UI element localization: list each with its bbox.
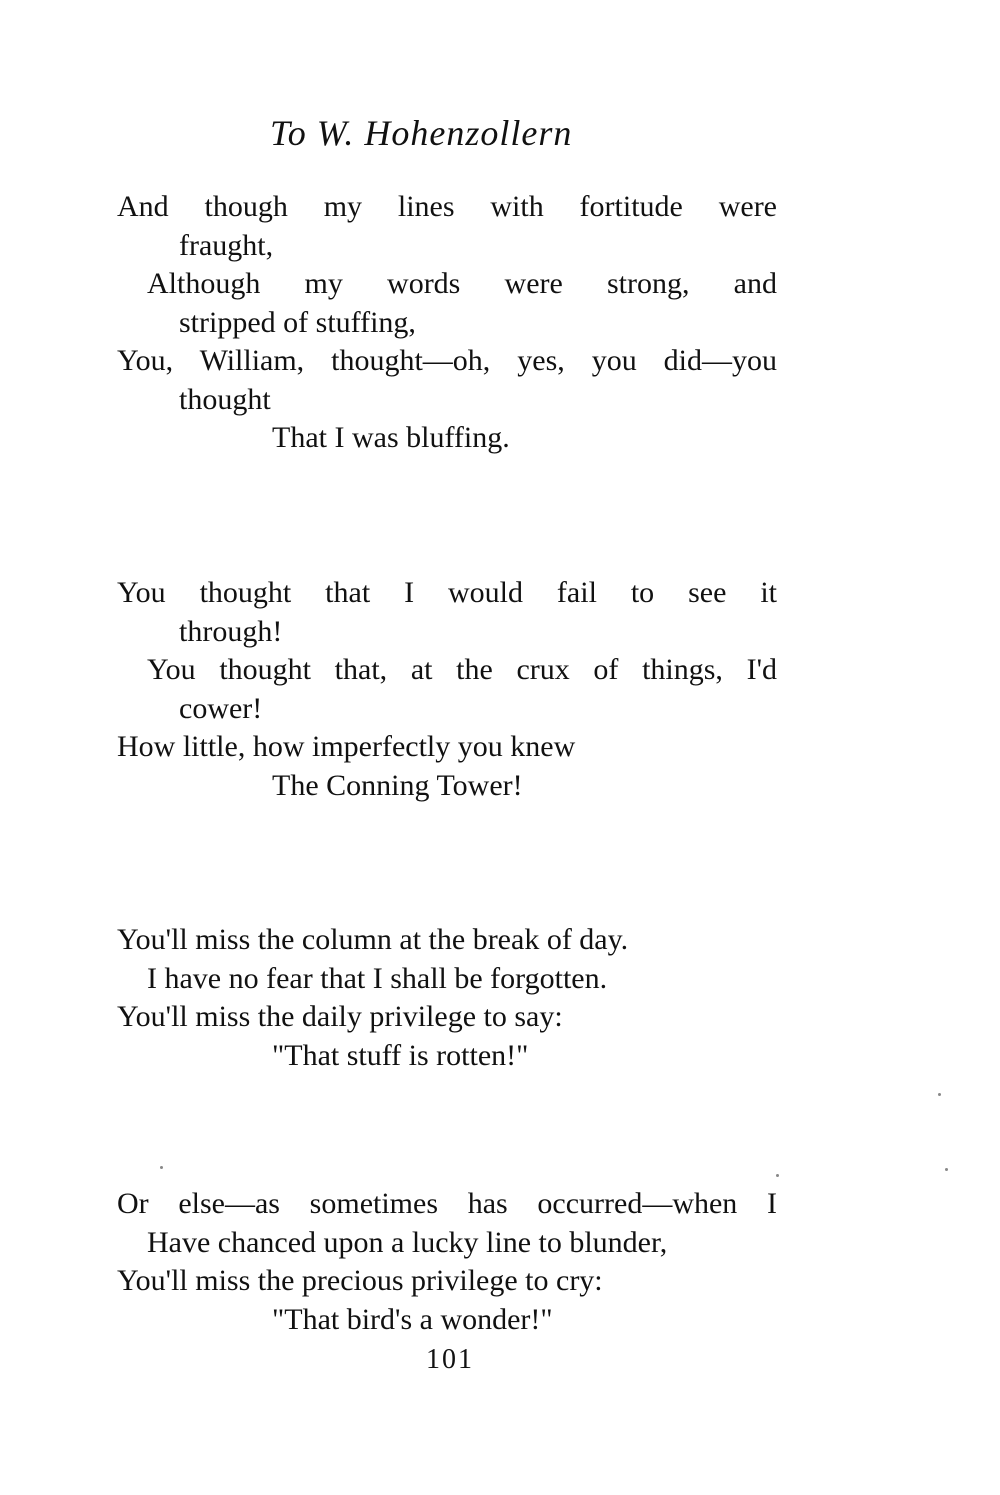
stanza-2 bbox=[117, 574, 777, 805]
poem-line: I have no fear that I shall be forgotten. bbox=[147, 961, 608, 995]
poem-line: How little, how imperfectly you knew bbox=[117, 730, 576, 763]
poem-line: That I was bluffing. bbox=[272, 421, 510, 454]
poem-line: "That stuff is rotten!" bbox=[272, 1038, 529, 1072]
poem-line: You'll miss the precious privilege to cry: bbox=[117, 1264, 603, 1297]
scan-speck bbox=[945, 1168, 948, 1171]
poem-line: through! bbox=[179, 614, 283, 648]
poem-line: "That bird's a wonder!" bbox=[272, 1302, 553, 1336]
scan-speck bbox=[938, 1093, 941, 1096]
scan-speck bbox=[160, 1166, 163, 1169]
page-title: To W. Hohenzollern bbox=[270, 113, 573, 153]
poem-line: Or else—as sometimes has occurred—when I bbox=[117, 1187, 777, 1220]
poem-line: You thought that I would fail to see it bbox=[117, 576, 777, 609]
stanza-1 bbox=[117, 188, 777, 458]
poem-line: cower! bbox=[179, 691, 263, 725]
poem-line: And though my lines with fortitude were bbox=[117, 190, 777, 223]
poem-line: You thought that, at the crux of things, I'd bbox=[147, 653, 777, 686]
poem-line: Have chanced upon a lucky line to blunder, bbox=[147, 1225, 668, 1259]
stanza-3 bbox=[117, 921, 777, 1075]
page-number: 101 bbox=[426, 1344, 474, 1375]
poem-line: You, William, thought—oh, yes, you did—you bbox=[117, 344, 777, 377]
poem-line: stripped of stuffing, bbox=[179, 305, 416, 339]
poem-line: Although my words were strong, and bbox=[147, 267, 777, 300]
poem-line: The Conning Tower! bbox=[272, 768, 523, 802]
poem-line: thought bbox=[179, 382, 271, 416]
stanza-4 bbox=[117, 1185, 777, 1339]
scan-speck bbox=[776, 1174, 779, 1177]
poem-line: You'll miss the column at the break of day. bbox=[117, 923, 629, 956]
poem-line: fraught, bbox=[179, 228, 274, 262]
poem-line: You'll miss the daily privilege to say: bbox=[117, 1000, 563, 1033]
